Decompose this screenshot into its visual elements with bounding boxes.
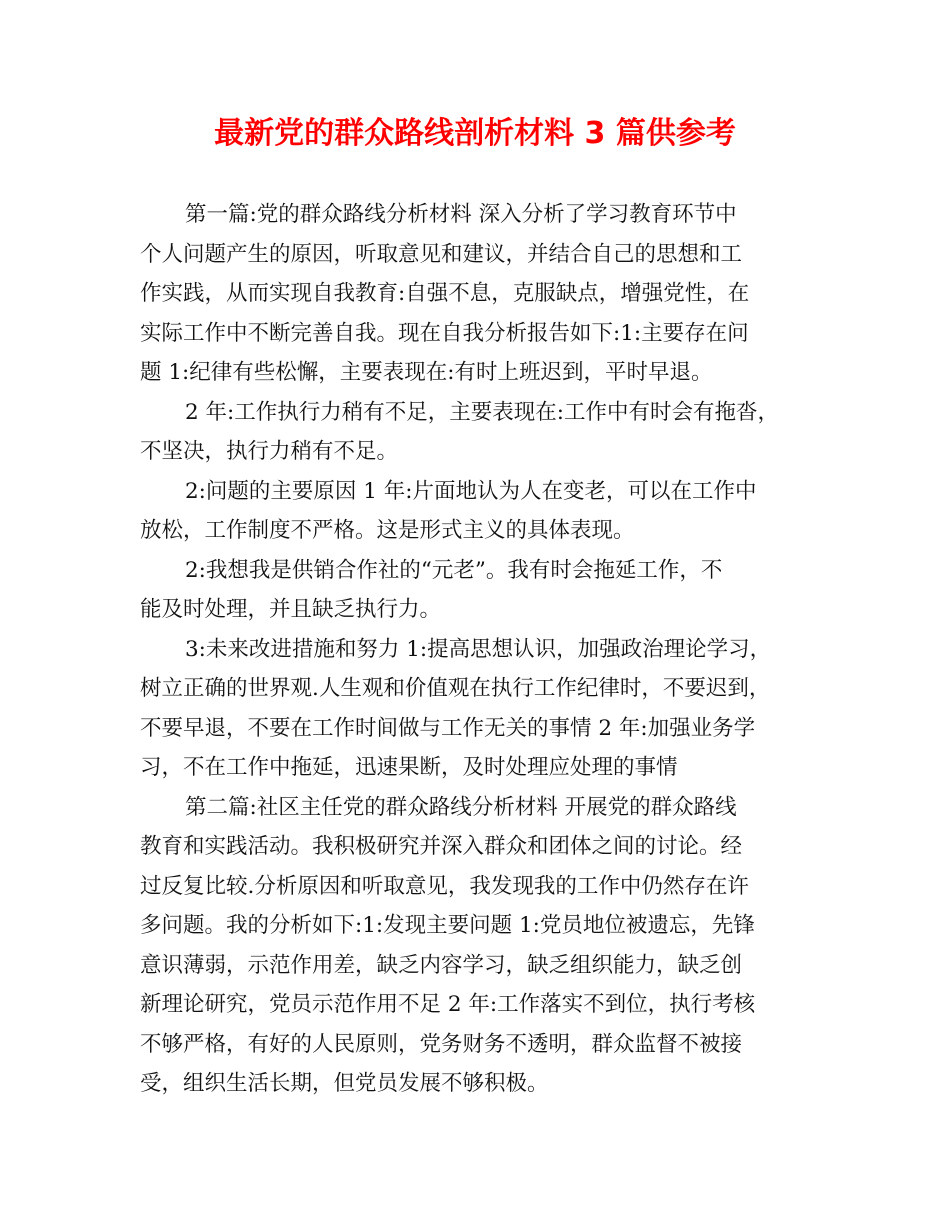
text-line: 能及时处理，并且缺乏执行力。 — [140, 597, 442, 622]
text-line: 题 1:纪律有些松懈，主要表现在:有时上班迟到，平时早退。 — [140, 360, 713, 385]
text-line: 第一篇:党的群众路线分析材料 深入分析了学习教育环节中 — [185, 202, 737, 227]
text-line: 2:我想我是供销合作社的“元老”。我有时会拖延工作，不 — [185, 557, 723, 583]
text-line: 2:问题的主要原因 1 年:片面地认为人在变老，可以在工作中 — [185, 478, 757, 504]
document-title: 最新党的群众路线剖析材料 3 篇供参考 — [214, 116, 736, 151]
paragraph-2 — [140, 393, 820, 472]
text-line: 新理论研究，党员示范作用不足 2 年:工作落实不到位，执行考核 — [140, 992, 756, 1017]
text-line: 3:未来改进措施和努力 1:提高思想认识，加强政治理论学习， — [185, 636, 772, 662]
paragraph-3 — [140, 472, 820, 551]
text-line: 习，不在工作中拖延，迅速果断，及时处理应处理的事情 — [140, 755, 678, 780]
text-line: 过反复比较.分析原因和听取意见，我发现我的工作中仍然存在许 — [140, 873, 749, 899]
text-line: 树立正确的世界观.人生观和价值观在执行工作纪律时，不要迟到， — [140, 676, 771, 701]
document-body — [140, 195, 820, 1104]
text-line: 不够严格，有好的人民原则，党务财务不透明，群众监督不被接 — [140, 1031, 743, 1057]
text-line: 实际工作中不断完善自我。现在自我分析报告如下:1:主要存在问 — [140, 320, 749, 346]
text-line: 2 年:工作执行力稍有不足，主要表现在:工作中有时会有拖沓， — [185, 399, 780, 425]
text-line: 意识薄弱，示范作用差，缺乏内容学习，缺乏组织能力，缺乏创 — [140, 952, 743, 978]
text-line: 作实践，从而实现自我教育:自强不息，克服缺点，增强党性，在 — [140, 281, 750, 306]
text-line: 不要早退，不要在工作时间做与工作无关的事情 2 年:加强业务学 — [140, 715, 756, 741]
text-line: 第二篇:社区主任党的群众路线分析材料 开展党的群众路线 — [185, 794, 737, 820]
paragraph-1 — [140, 195, 820, 393]
text-line: 受，组织生活长期，但党员发展不够积极。 — [140, 1071, 549, 1096]
text-line: 放松，工作制度不严格。这是形式主义的具体表现。 — [140, 518, 635, 543]
text-line: 个人问题产生的原因，听取意见和建议，并结合自己的思想和工 — [140, 241, 743, 267]
paragraph-6 — [140, 788, 820, 1104]
text-line: 教育和实践活动。我积极研究并深入群众和团体之间的讨论。经 — [140, 834, 743, 859]
text-line: 不坚决，执行力稍有不足。 — [140, 439, 399, 464]
text-line: 多问题。我的分析如下:1:发现主要问题 1:党员地位被遗忘，先锋 — [140, 913, 755, 938]
paragraph-5 — [140, 630, 820, 788]
paragraph-4 — [140, 551, 820, 630]
